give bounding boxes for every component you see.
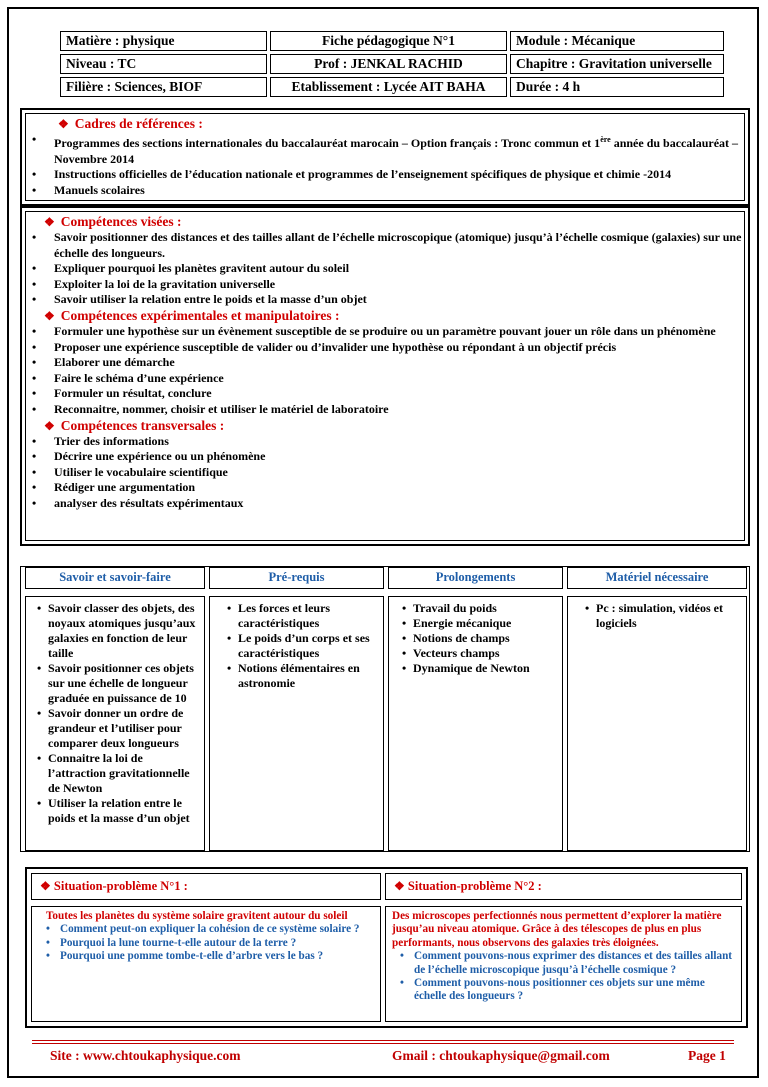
references-list: [28, 132, 742, 198]
list-item: • Proposer une expérience susceptible de valider ou d’invalider une hypothèse ou répondant à un objectif précis: [54, 340, 742, 356]
competences-visees-list: [28, 230, 742, 308]
footer-line: [32, 1043, 734, 1044]
footer-page: Page 1: [688, 1048, 726, 1063]
situation-1-body: [31, 906, 381, 1022]
list-item: • Pourquoi une pomme tombe-t-elle d’arbre vers le bas ?: [60, 950, 376, 963]
competences-trans-title: ❖ Compétences transversales :: [44, 417, 225, 433]
diamond-icon: ❖: [44, 215, 55, 229]
situation-1-intro: Toutes les planètes du système solaire gravitent autour du soleil: [46, 910, 348, 922]
competences-trans-list: [28, 434, 742, 512]
situation-2-header: ❖ Situation-problème N°2 :: [385, 873, 742, 900]
list-item: • Vecteurs champs: [413, 646, 562, 661]
header-table: [57, 28, 727, 100]
diamond-icon: ❖: [394, 879, 405, 893]
list-item: • Savoir positionner des distances et des tailles allant de l’échelle microscopique (atomique) jusqu’à l’échelle cosmique (galaxies) sur une échelle des longueurs.: [54, 230, 742, 261]
list-item: • Elaborer une démarche: [54, 355, 742, 371]
list-item: • Notions élémentaires en astronomie: [238, 661, 381, 691]
list-item: • Instructions officielles de l’éducation nationale et programmes de l’enseignement spécifiques de physique et chimie -2014: [54, 167, 742, 183]
list-item: • Notions de champs: [413, 631, 562, 646]
list-item: • Pc : simulation, vidéos et logiciels: [596, 601, 740, 631]
header-duree: Durée : 4 h: [510, 77, 724, 97]
list-item: • Expliquer pourquoi les planètes gravitent autour du soleil: [54, 261, 742, 277]
list-item: • Décrire une expérience ou un phénomène: [54, 449, 742, 465]
col-body-prolongements: [388, 596, 563, 851]
col-header-materiel: Matériel nécessaire: [567, 567, 747, 589]
list-item: • Connaitre la loi de l’attraction gravitationnelle de Newton: [48, 751, 200, 796]
list-item: • Le poids d’un corps et ses caractéristiques: [238, 631, 381, 661]
header-niveau: Niveau : TC: [60, 54, 267, 74]
list-item: • Programmes des sections internationales du baccalauréat marocain – Option français : Tronc commun et 1ère année du baccalauréat – Novembre 2014: [54, 132, 742, 167]
list-item: • Manuels scolaires: [54, 183, 742, 199]
col-body-savoir: [25, 596, 205, 851]
list-item: • Formuler un résultat, conclure: [54, 386, 742, 402]
situations-box: [25, 867, 748, 1028]
competences-exp-title: ❖ Compétences expérimentales et manipulatoires :: [44, 307, 340, 323]
list-item: • Savoir classer des objets, des noyaux atomiques jusqu’aux galaxies en fonction de leur taille: [48, 601, 200, 661]
list-item: • Comment peut-on expliquer la cohésion de ce système solaire ?: [60, 923, 376, 936]
situation-2-intro: Des microscopes perfectionnés nous permettent d’explorer la matière jusqu’au niveau atomique. Grâce à des télescopes de plus en plus performants, nous observons des galaxies très éloignées.: [392, 910, 722, 949]
header-prof: Prof : JENKAL RACHID: [270, 54, 507, 74]
list-item: • Les forces et leurs caractéristiques: [238, 601, 381, 631]
list-item: • Comment pouvons-nous positionner ces objets sur une même échelle des longueurs ?: [414, 977, 737, 1004]
references-title: ❖ Cadres de références :: [58, 116, 203, 131]
header-chapitre: Chapitre : Gravitation universelle: [510, 54, 724, 74]
diamond-icon: ❖: [58, 117, 69, 131]
list-item: • Trier des informations: [54, 434, 742, 450]
list-item: • Savoir utiliser la relation entre le poids et la masse d’un objet: [54, 292, 742, 308]
list-item: • Travail du poids: [413, 601, 562, 616]
list-item: • Pourquoi la lune tourne-t-elle autour de la terre ?: [60, 937, 376, 950]
header-module: Module : Mécanique: [510, 31, 724, 51]
situation-1-header: ❖ Situation-problème N°1 :: [31, 873, 381, 900]
competences-exp-list: [28, 324, 742, 418]
list-item: • Savoir positionner ces objets sur une échelle de longueur graduée en puissance de 10: [48, 661, 200, 706]
col-header-prolongements: Prolongements: [388, 567, 563, 589]
diamond-icon: ❖: [44, 308, 55, 323]
col-header-prerequis: Pré-requis: [209, 567, 384, 589]
list-item: • Faire le schéma d’une expérience: [54, 371, 742, 387]
header-matiere: Matière : physique: [60, 31, 267, 51]
situation-2-body: [385, 906, 742, 1022]
list-item: • Utiliser la relation entre le poids et la masse d’un objet: [48, 796, 200, 826]
footer-gmail[interactable]: Gmail : chtoukaphysique@gmail.com: [392, 1048, 610, 1063]
col-header-savoir: Savoir et savoir-faire: [25, 567, 205, 589]
list-item: • Comment pouvons-nous exprimer des distances et des tailles allant de l’échelle microscopique jusqu’à l’échelle cosmique ?: [414, 950, 737, 977]
col-body-prerequis: [209, 596, 384, 851]
footer-site[interactable]: Site : www.chtoukaphysique.com: [50, 1048, 241, 1063]
diamond-icon: ❖: [40, 879, 51, 893]
diamond-icon: ❖: [44, 418, 55, 433]
list-item: • Savoir donner un ordre de grandeur et l’utiliser pour comparer deux longueurs: [48, 706, 200, 751]
references-box: [20, 108, 750, 206]
list-item: • Utiliser le vocabulaire scientifique: [54, 465, 742, 481]
col-body-materiel: [567, 596, 747, 851]
four-columns: [20, 566, 750, 852]
list-item: • Energie mécanique: [413, 616, 562, 631]
list-item: • analyser des résultats expérimentaux: [54, 496, 742, 512]
competences-visees-title: ❖ Compétences visées :: [44, 214, 182, 229]
header-etablissement: Etablissement : Lycée AIT BAHA: [270, 77, 507, 97]
list-item: • Rédiger une argumentation: [54, 480, 742, 496]
list-item: • Exploiter la loi de la gravitation universelle: [54, 277, 742, 293]
competences-box: [20, 206, 750, 546]
list-item: • Formuler une hypothèse sur un évènement susceptible de se produire ou un paramètre pouvant jouer un rôle dans un phénomène: [54, 324, 742, 340]
list-item: • Reconnaitre, nommer, choisir et utiliser le matériel de laboratoire: [54, 402, 742, 418]
footer-line: [32, 1040, 734, 1041]
header-filiere: Filière : Sciences, BIOF: [60, 77, 267, 97]
header-fiche: Fiche pédagogique N°1: [270, 31, 507, 51]
list-item: • Dynamique de Newton: [413, 661, 562, 676]
